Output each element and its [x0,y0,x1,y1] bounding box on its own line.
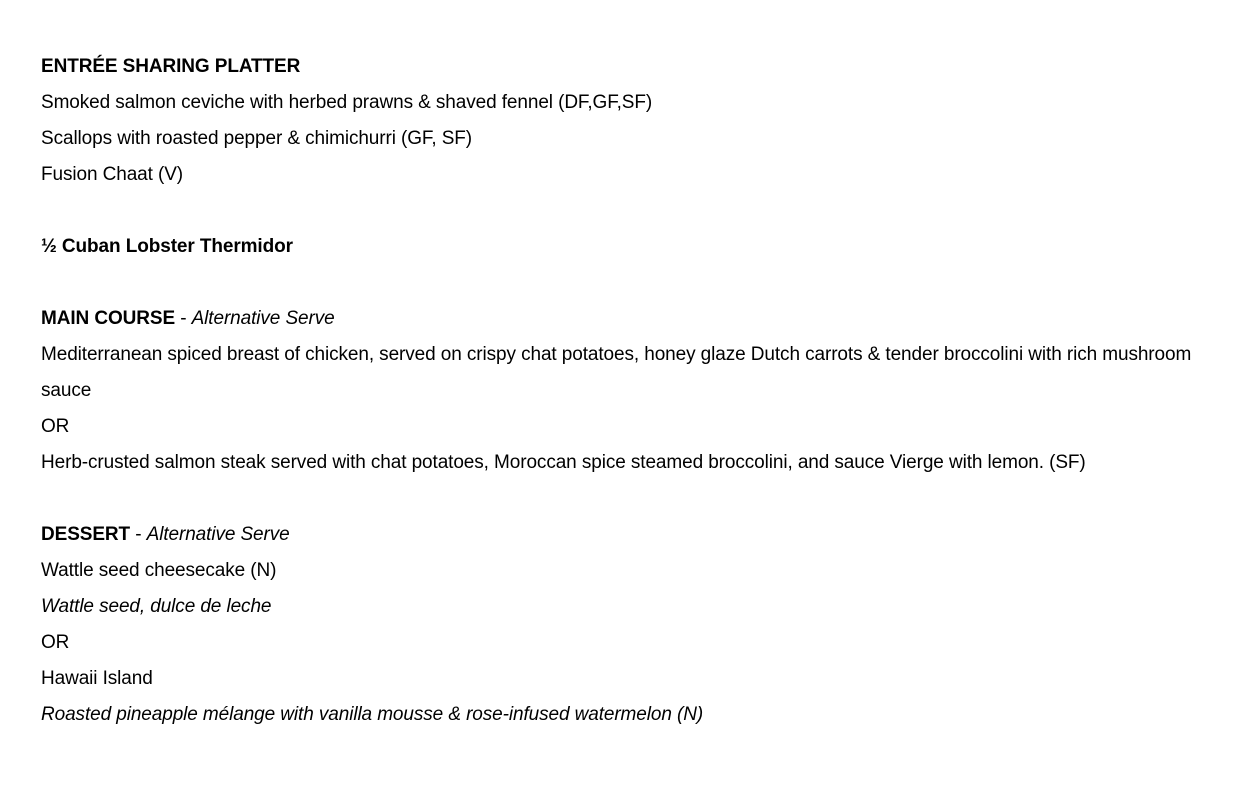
dessert-option-hawaii-desc: Roasted pineapple mélange with vanilla mousse & rose-infused watermelon (N) [41,704,704,725]
main-option-chicken: Mediterranean spiced breast of chicken, served on crispy chat potatoes, honey glaze Dutch carrots & tender broccolini with rich mushroom sauce [41,344,1192,401]
spacer [41,265,1231,301]
main-course-heading-line [41,301,1231,337]
main-or-label: OR [41,416,70,437]
entree-item-scallops: Scallops with roasted pepper & chimichurri (GF, SF) [41,128,473,149]
entree-heading: ENTRÉE SHARING PLATTER [41,56,301,77]
entree-item-fusion-chaat: Fusion Chaat (V) [41,164,184,185]
menu-document [41,49,1231,733]
dessert-option-cheesecake-title: Wattle seed cheesecake (N) [41,560,277,581]
main-course-heading: MAIN COURSE [41,308,176,329]
dessert-or-label: OR [41,632,70,653]
lobster-heading: ½ Cuban Lobster Thermidor [41,236,293,257]
dessert-separator: - [130,524,147,545]
dessert-heading-line [41,517,1231,553]
dessert-option-hawaii-title: Hawaii Island [41,668,153,689]
dessert-subheading: Alternative Serve [146,524,290,545]
dessert-option-cheesecake-desc: Wattle seed, dulce de leche [41,596,272,617]
spacer [41,481,1231,517]
main-course-subheading: Alternative Serve [191,308,335,329]
entree-item-salmon-ceviche: Smoked salmon ceviche with herbed prawns & shaved fennel (DF,GF,SF) [41,92,653,113]
main-course-separator: - [175,308,192,329]
dessert-heading: DESSERT [41,524,131,545]
main-option-salmon: Herb-crusted salmon steak served with chat potatoes, Moroccan spice steamed broccolini, and sauce Vierge with lemon. (SF) [41,452,1086,473]
spacer [41,193,1231,229]
